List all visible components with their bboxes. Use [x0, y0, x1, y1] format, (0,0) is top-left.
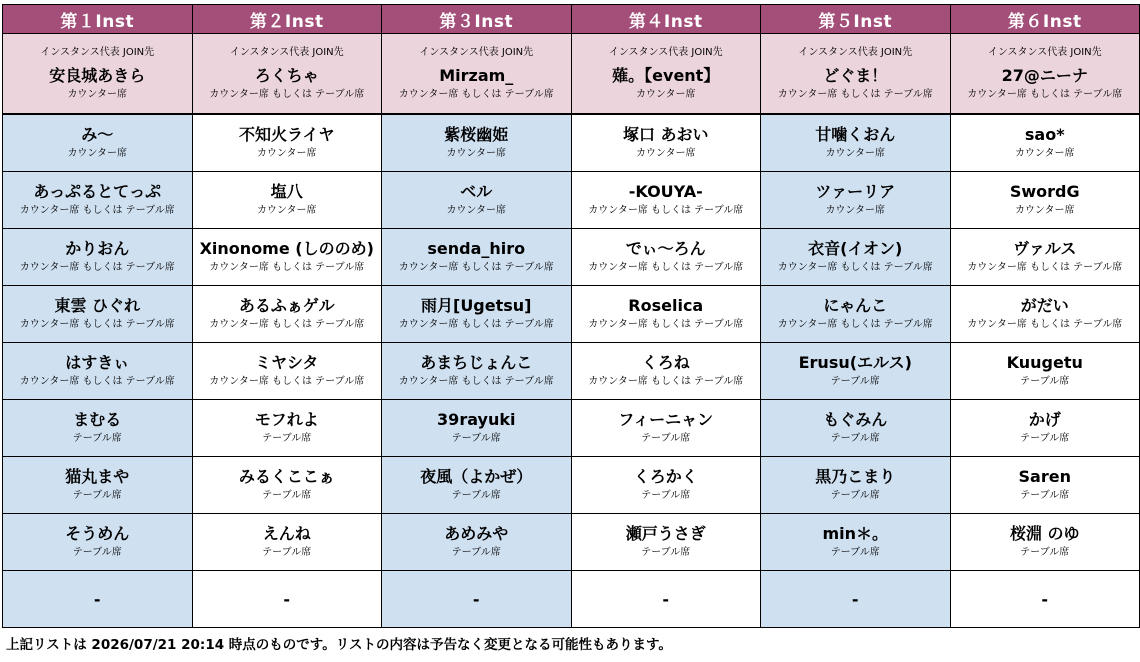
rep-cell	[192, 34, 382, 115]
empty-row	[3, 571, 1140, 628]
member-name: 猫丸まや	[65, 467, 130, 486]
member-name: でぃ～ろん	[625, 239, 706, 258]
member-name: フィーニャン	[618, 410, 714, 429]
member-name: がだい	[1020, 296, 1069, 315]
rep-cell	[950, 34, 1140, 115]
member-cell	[192, 457, 382, 514]
member-seat: テーブル席	[451, 547, 501, 558]
member-cell	[3, 457, 193, 514]
member-name: はすきぃ	[65, 353, 130, 372]
member-seat: テーブル席	[830, 433, 880, 444]
instance-table-sheet	[2, 4, 1140, 628]
rep-caption: インスタンス代表 JOIN先	[798, 46, 913, 58]
member-seat: カウンター席 もしくは テーブル席	[209, 262, 365, 273]
member-name: かげ	[1028, 410, 1061, 429]
member-seat: テーブル席	[72, 547, 122, 558]
empty-marker: -	[851, 589, 859, 609]
footer-note: 上記リストは 2026/07/21 20:14 時点のものです。リストの内容は予告なく変更となる可能性もあります。	[6, 637, 672, 653]
member-cell	[571, 114, 761, 172]
member-name: あるふぁゲル	[238, 296, 335, 315]
member-seat: カウンター席	[256, 148, 317, 159]
member-name: Erusu(エルス)	[798, 353, 912, 372]
inst-header: 第２Inst	[192, 5, 382, 34]
member-name: えんね	[262, 524, 311, 543]
member-name: そうめん	[65, 524, 130, 543]
rep-seat: カウンター席 もしくは テーブル席	[209, 88, 365, 100]
member-name: min＊。	[822, 524, 889, 543]
member-cell	[382, 229, 572, 286]
member-name: 甘噛くおん	[815, 125, 896, 144]
member-seat: カウンター席	[1014, 148, 1075, 159]
member-cell	[571, 457, 761, 514]
member-name: まむる	[73, 410, 122, 429]
member-cell	[382, 343, 572, 400]
member-name: 塚口 あおい	[622, 125, 709, 144]
member-cell	[950, 457, 1140, 514]
rep-name: 薙。【event】	[612, 65, 720, 85]
rep-seat: カウンター席	[67, 88, 128, 100]
member-cell	[761, 343, 951, 400]
member-row	[3, 114, 1140, 172]
rep-caption: インスタンス代表 JOIN先	[608, 46, 723, 58]
member-cell	[761, 400, 951, 457]
member-cell	[571, 343, 761, 400]
member-cell	[192, 172, 382, 229]
inst-header: 第３Inst	[382, 5, 572, 34]
member-cell	[3, 114, 193, 172]
member-seat: カウンター席 もしくは テーブル席	[967, 319, 1123, 330]
rep-caption: インスタンス代表 JOIN先	[419, 46, 534, 58]
member-row	[3, 172, 1140, 229]
member-seat: テーブル席	[641, 490, 691, 501]
member-name: くろね	[641, 353, 690, 372]
member-name: 夜風（よかぜ）	[420, 467, 533, 486]
member-seat: テーブル席	[830, 490, 880, 501]
member-name: ツァーリア	[815, 182, 896, 201]
empty-marker: -	[93, 589, 101, 609]
member-cell	[950, 229, 1140, 286]
member-seat: カウンター席 もしくは テーブル席	[398, 262, 554, 273]
empty-cell	[571, 571, 761, 628]
member-name: sao*	[1024, 125, 1065, 144]
header-row	[3, 5, 1140, 34]
member-cell	[761, 172, 951, 229]
member-seat: テーブル席	[72, 433, 122, 444]
rep-seat: カウンター席 もしくは テーブル席	[777, 88, 933, 100]
member-name: 雨月[Ugetsu]	[421, 296, 532, 315]
rep-seat: カウンター席 もしくは テーブル席	[398, 88, 554, 100]
member-name: 衣音(イオン)	[808, 239, 903, 258]
member-cell	[950, 514, 1140, 571]
member-name: ヴァルス	[1013, 239, 1077, 258]
member-name: Xinonome (しののめ)	[199, 239, 374, 258]
member-seat: カウンター席 もしくは テーブル席	[19, 319, 175, 330]
member-name: あめみや	[444, 524, 509, 543]
member-name: SwordG	[1009, 182, 1080, 201]
rep-cell	[571, 34, 761, 115]
member-seat: テーブル席	[830, 547, 880, 558]
member-cell	[3, 172, 193, 229]
instance-table	[2, 4, 1140, 628]
member-name: senda_hiro	[427, 239, 526, 258]
member-row	[3, 286, 1140, 343]
rep-seat: カウンター席 もしくは テーブル席	[967, 88, 1123, 100]
empty-marker: -	[472, 589, 480, 609]
member-cell	[571, 514, 761, 571]
member-cell	[571, 286, 761, 343]
member-name: 桜淵 のゆ	[1009, 524, 1080, 543]
member-seat: カウンター席	[256, 205, 317, 216]
member-cell	[3, 400, 193, 457]
rep-caption: インスタンス代表 JOIN先	[40, 46, 155, 58]
member-cell	[3, 514, 193, 571]
member-cell	[192, 343, 382, 400]
member-cell	[3, 286, 193, 343]
member-seat: テーブル席	[1020, 547, 1070, 558]
inst-header: 第４Inst	[571, 5, 761, 34]
member-row	[3, 343, 1140, 400]
member-seat: テーブル席	[262, 433, 312, 444]
member-seat: カウンター席 もしくは テーブル席	[967, 262, 1123, 273]
rep-cell	[382, 34, 572, 115]
member-seat: カウンター席 もしくは テーブル席	[588, 319, 744, 330]
member-cell	[571, 400, 761, 457]
rep-name: Mirzam_	[439, 65, 514, 85]
member-seat: テーブル席	[1020, 490, 1070, 501]
member-seat: カウンター席	[1014, 205, 1075, 216]
member-seat: テーブル席	[451, 490, 501, 501]
member-cell	[950, 172, 1140, 229]
rep-cell	[761, 34, 951, 115]
empty-marker: -	[283, 589, 291, 609]
member-cell	[382, 172, 572, 229]
member-name: 紫桜幽姫	[444, 125, 509, 144]
member-seat: カウンター席	[825, 205, 886, 216]
member-name: あまちじょんこ	[420, 353, 533, 372]
member-cell	[571, 172, 761, 229]
member-seat: テーブル席	[262, 490, 312, 501]
member-name: 不知火ライヤ	[238, 125, 335, 144]
rep-caption: インスタンス代表 JOIN先	[229, 46, 344, 58]
member-seat: カウンター席 もしくは テーブル席	[19, 262, 175, 273]
member-name: 黒乃こまり	[815, 467, 896, 486]
empty-cell	[761, 571, 951, 628]
member-cell	[382, 114, 572, 172]
member-cell	[761, 229, 951, 286]
member-seat: カウンター席	[446, 205, 507, 216]
member-cell	[192, 400, 382, 457]
empty-cell	[3, 571, 193, 628]
inst-header: 第５Inst	[761, 5, 951, 34]
member-seat: カウンター席 もしくは テーブル席	[398, 319, 554, 330]
rep-name: 27@ニーナ	[1001, 65, 1088, 85]
member-cell	[3, 343, 193, 400]
member-row	[3, 457, 1140, 514]
member-name: もぐみん	[823, 410, 888, 429]
member-cell	[382, 457, 572, 514]
member-name: 東雲 ひぐれ	[54, 296, 141, 315]
member-seat: カウンター席	[446, 148, 507, 159]
member-cell	[382, 286, 572, 343]
member-row	[3, 514, 1140, 571]
member-cell	[192, 229, 382, 286]
member-name: 塩八	[270, 182, 303, 201]
member-row	[3, 400, 1140, 457]
member-seat: カウンター席 もしくは テーブル席	[19, 376, 175, 387]
inst-header: 第１Inst	[3, 5, 193, 34]
rep-cell	[3, 34, 193, 115]
empty-marker: -	[662, 589, 670, 609]
empty-cell	[382, 571, 572, 628]
member-name: みるくここぁ	[238, 467, 335, 486]
member-seat: カウンター席 もしくは テーブル席	[777, 262, 933, 273]
member-cell	[382, 400, 572, 457]
rep-seat: カウンター席	[635, 88, 696, 100]
rep-caption: インスタンス代表 JOIN先	[987, 46, 1102, 58]
member-cell	[761, 286, 951, 343]
rep-name: ろくちゃ	[254, 65, 319, 85]
member-name: み～	[81, 125, 114, 144]
member-seat: カウンター席 もしくは テーブル席	[19, 205, 175, 216]
member-seat: テーブル席	[72, 490, 122, 501]
member-seat: カウンター席 もしくは テーブル席	[209, 376, 365, 387]
member-cell	[761, 514, 951, 571]
inst-header: 第６Inst	[950, 5, 1140, 34]
member-name: くろかく	[633, 467, 698, 486]
member-cell	[761, 114, 951, 172]
member-seat: テーブル席	[1020, 376, 1070, 387]
member-cell	[571, 229, 761, 286]
member-seat: テーブル席	[830, 376, 880, 387]
member-cell	[192, 514, 382, 571]
empty-marker: -	[1041, 589, 1049, 609]
member-seat: テーブル席	[641, 547, 691, 558]
member-seat: カウンター席 もしくは テーブル席	[777, 319, 933, 330]
member-seat: テーブル席	[1020, 433, 1070, 444]
member-name: あっぷるとてっぷ	[33, 182, 162, 201]
member-seat: カウンター席 もしくは テーブル席	[398, 376, 554, 387]
member-name: ミヤシタ	[255, 353, 319, 372]
member-cell	[382, 514, 572, 571]
representative-row	[3, 34, 1140, 115]
member-seat: カウンター席	[825, 148, 886, 159]
member-seat: カウンター席	[635, 148, 696, 159]
member-name: ベル	[460, 182, 493, 201]
member-cell	[950, 114, 1140, 172]
member-cell	[950, 343, 1140, 400]
member-seat: カウンター席 もしくは テーブル席	[209, 319, 365, 330]
member-seat: カウンター席 もしくは テーブル席	[588, 262, 744, 273]
member-name: -KOUYA-	[628, 182, 703, 201]
member-cell	[761, 457, 951, 514]
member-seat: テーブル席	[262, 547, 312, 558]
member-cell	[950, 286, 1140, 343]
member-seat: カウンター席 もしくは テーブル席	[588, 376, 744, 387]
member-cell	[192, 114, 382, 172]
member-name: 39rayuki	[437, 410, 516, 429]
member-name: にゃんこ	[823, 296, 888, 315]
member-name: かりおん	[65, 239, 130, 258]
member-row	[3, 229, 1140, 286]
member-name: モフれよ	[254, 410, 319, 429]
rep-name: どぐま！	[823, 65, 888, 85]
member-seat: カウンター席	[67, 148, 128, 159]
member-name: Saren	[1018, 467, 1071, 486]
member-seat: テーブル席	[641, 433, 691, 444]
member-seat: カウンター席 もしくは テーブル席	[588, 205, 744, 216]
empty-cell	[950, 571, 1140, 628]
empty-cell	[192, 571, 382, 628]
member-seat: テーブル席	[451, 433, 501, 444]
member-name: 瀬戸うさぎ	[625, 524, 706, 543]
member-cell	[950, 400, 1140, 457]
member-cell	[192, 286, 382, 343]
member-cell	[3, 229, 193, 286]
rep-name: 安良城あきら	[49, 65, 146, 85]
member-name: Kuugetu	[1006, 353, 1083, 372]
member-name: Roselica	[628, 296, 704, 315]
